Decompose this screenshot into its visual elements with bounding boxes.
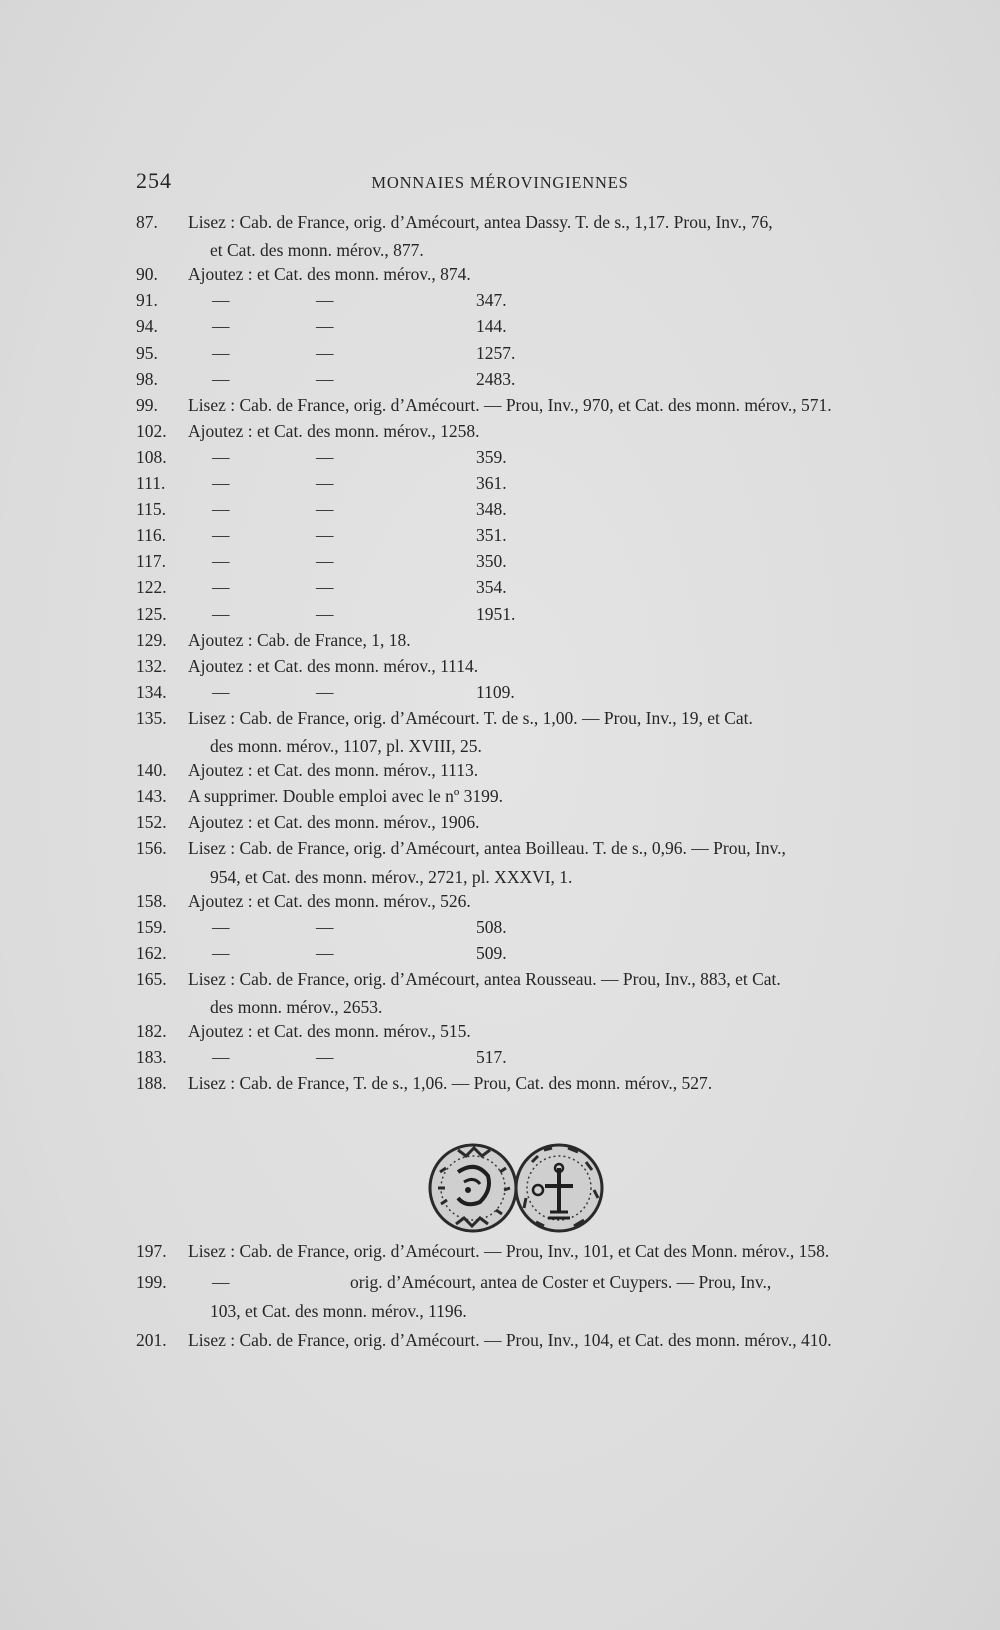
entry-number: 108. [136,446,167,467]
entry-value: 1951. [476,603,516,624]
entry-number: 140. [136,760,167,781]
entry-number: 99. [136,394,158,415]
entry-text: Lisez : Cab. de France, orig. d’Amécourt, antea Rousseau. — Prou, Inv., 883, et Cat. [188,968,781,989]
entry-value: 361. [476,473,507,493]
ditto-dash: — [316,551,334,572]
entry-text: Lisez : Cab. de France, orig. d’Amécourt, antea Boilleau. T. de s., 0,96. — Prou, Inv., [188,838,786,859]
entry-value: 1257. [476,342,516,363]
entry-number: 165. [136,968,167,989]
entry-number: 162. [136,942,167,963]
entry-number: 143. [136,786,167,807]
ditto-dash: — [316,1047,334,1068]
ditto-dash: — [212,499,230,520]
entry-value: 354. [476,577,507,598]
ditto-dash: — [212,446,230,467]
ditto-dash: — [316,525,334,546]
entry-value: 359. [476,446,507,467]
entry-text: Lisez : Cab. de France, orig. d’Amécourt. — Prou, Inv., 104, et Cat. des monn. mérov., 410. [188,1330,832,1350]
entry-text: Lisez : Cab. de France, T. de s., 1,06. — Prou, Cat. des monn. mérov., 527. [188,1073,713,1094]
entry-text: Ajoutez : Cab. de France, 1, 18. [188,629,411,650]
coin-reverse [516,1145,602,1231]
page-number: 254 [136,168,172,193]
ditto-dash: — [212,316,230,337]
entry-number: 95. [136,342,158,363]
ditto-dash: — [212,342,230,363]
entry-text: orig. d’Amécourt, antea de Coster et Cuypers. — Prou, Inv., [350,1272,772,1292]
entry-number: 129. [136,629,167,650]
entry-continuation: 954, et Cat. des monn. mérov., 2721, pl. XXXVI, 1. [210,866,573,887]
entry-text: Ajoutez : et Cat. des monn. mérov., 1114. [188,655,479,676]
ditto-dash: — [212,368,230,389]
ditto-dash: — [212,942,230,963]
entry-text: Ajoutez : et Cat. des monn. mérov., 1906. [188,812,480,833]
entry-text: Lisez : Cab. de France, orig. d’Amécourt. — Prou, Inv., 101, et Cat des Monn. mérov., 158. [188,1241,830,1261]
entry-number: 102. [136,420,167,441]
ditto-dash: — [212,1272,230,1292]
ditto-dash: — [212,916,230,937]
entry-number: 156. [136,838,167,859]
coin-obverse [430,1145,516,1231]
entry-number: 116. [136,525,166,546]
entry-continuation: des monn. mérov., 2653. [210,997,383,1017]
entry-number: 111. [136,473,166,493]
ditto-dash: — [316,290,334,311]
ditto-dash: — [316,446,334,467]
entry-number: 125. [136,603,167,624]
ditto-dash: — [212,551,230,572]
entry-text: Ajoutez : et Cat. des monn. mérov., 515. [188,1021,471,1042]
ditto-dash: — [212,1047,230,1068]
entry-value: 509. [476,942,507,963]
entry-value: 1109. [476,681,515,702]
ditto-dash: — [212,577,230,598]
entry-number: 132. [136,655,167,676]
entry-continuation: des monn. mérov., 1107, pl. XVIII, 25. [210,736,482,756]
ditto-dash: — [316,499,334,520]
entry-number: 199. [136,1272,167,1292]
entry-text: Lisez : Cab. de France, orig. d’Amécourt. T. de s., 1,00. — Prou, Inv., 19, et Cat. [188,707,753,728]
entry-text: Ajoutez : et Cat. des monn. mérov., 526. [188,890,471,911]
entry-number: 201. [136,1330,167,1350]
entry-value: 508. [476,916,507,937]
entry-value: 347. [476,290,507,311]
ditto-dash: — [316,368,334,389]
ditto-dash: — [316,473,334,493]
ditto-dash: — [212,603,230,624]
entry-number: 134. [136,681,167,702]
ditto-dash: — [316,603,334,624]
ditto-dash: — [212,525,230,546]
entry-text: A supprimer. Double emploi avec le nº 3199. [188,786,504,807]
ditto-dash: — [212,473,230,493]
entry-number: 158. [136,890,167,911]
entry-text: Ajoutez : et Cat. des monn. mérov., 1113. [188,760,479,781]
entry-text: Lisez : Cab. de France, orig. d’Amécourt. — Prou, Inv., 970, et Cat. des monn. mérov., 571. [188,394,832,415]
entry-value: 348. [476,499,507,520]
entry-text: Lisez : Cab. de France, orig. d’Amécourt, antea Dassy. T. de s., 1,17. Prou, Inv., 76, [188,212,773,232]
entry-number: 91. [136,290,158,311]
ditto-dash: — [316,942,334,963]
ditto-dash: — [212,290,230,311]
entry-value: 351. [476,525,507,546]
ditto-dash: — [316,577,334,598]
running-title: MONNAIES MÉROVINGIENNES [371,173,629,192]
entry-number: 188. [136,1073,167,1094]
entry-number: 183. [136,1047,167,1068]
entry-value: 2483. [476,368,516,389]
entry-number: 182. [136,1021,167,1042]
ditto-dash: — [316,316,334,337]
entry-continuation: et Cat. des monn. mérov., 877. [210,240,424,261]
entry-value: 144. [476,316,507,337]
entry-continuation: 103, et Cat. des monn. mérov., 1196. [210,1301,467,1321]
ditto-dash: — [316,916,334,937]
ditto-dash: — [316,681,334,702]
entry-value: 350. [476,551,507,572]
entry-text: Ajoutez : et Cat. des monn. mérov., 874. [188,264,471,285]
ditto-dash: — [316,342,334,363]
entry-number: 87. [136,212,158,232]
entry-number: 159. [136,916,167,937]
coin-illustration [428,1142,604,1234]
entry-number: 152. [136,812,167,833]
entry-number: 122. [136,577,167,598]
entry-number: 135. [136,707,167,728]
entry-number: 117. [136,551,166,572]
entry-number: 98. [136,368,158,389]
entry-text: Ajoutez : et Cat. des monn. mérov., 1258. [188,420,480,441]
entry-value: 517. [476,1047,507,1068]
ditto-dash: — [212,681,230,702]
entry-number: 90. [136,264,158,285]
entry-number: 115. [136,499,166,520]
entry-number: 94. [136,316,158,337]
entry-number: 197. [136,1241,167,1261]
